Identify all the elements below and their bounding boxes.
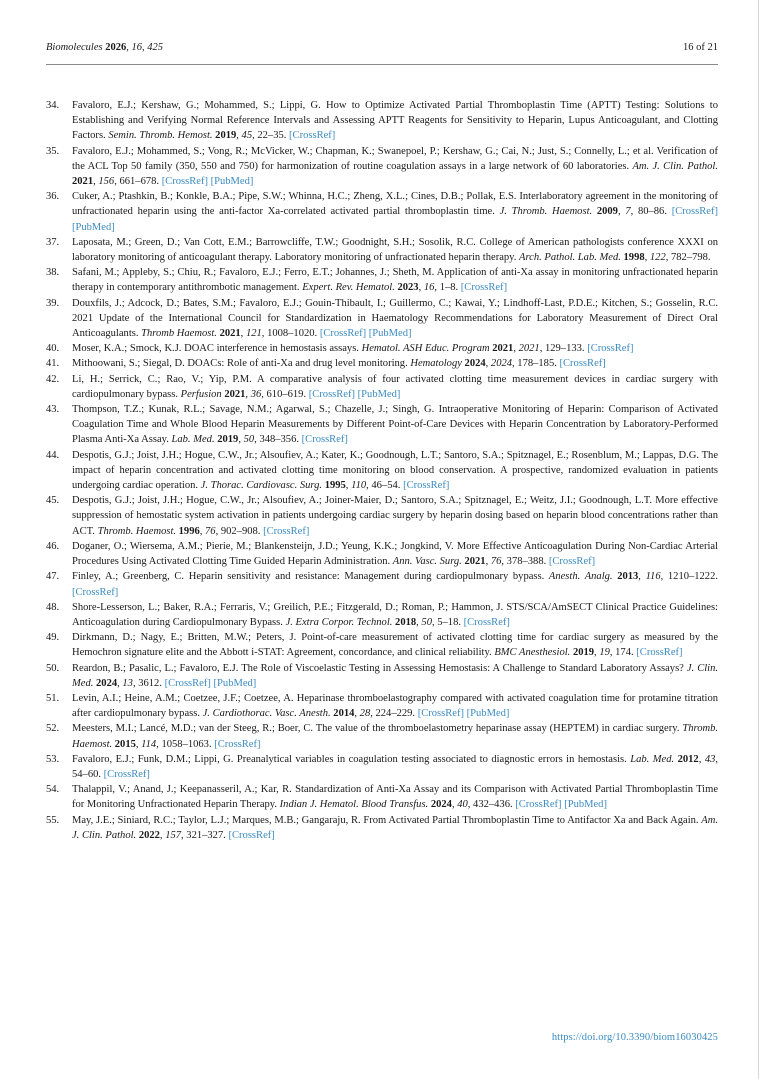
reference-number: 55.	[46, 814, 60, 826]
reference-number: 38.	[46, 267, 60, 279]
reference-text: Laposata, M.; Green, D.; Van Cott, E.M.; Barrowcliffe, T.W.; Goodnight, S.H.; Sosolik, R.C. College of American pathologists conference XXXI on laboratory monitoring of anticoagulant therapy. Laboratory monitoring of unfractionated heparin therapy.	[72, 236, 718, 264]
reference-year: 1998	[623, 252, 645, 264]
reference-item: 49. Dirkmann, D.; Nagy, E.; Britten, M.W.; Peters, J. Point-of-care measurement of activated clotting time for cardiac surgery as measured by the Hemochron signature elite and the Abbott i-STAT: Agreement, concordance, and clinical reliability. BMC Anesthesiol. 2019, 19, 174. [CrossRef]	[46, 632, 718, 659]
reference-text: Mithoowani, S.; Siegal, D. DOACs: Role of anti-Xa and drug level monitoring.	[72, 358, 408, 370]
reference-pages: 661–678.	[119, 176, 160, 188]
doi-link[interactable]: https://doi.org/10.3390/biom16030425	[551, 1032, 718, 1043]
reference-item: 42. Li, H.; Serrick, C.; Rao, V.; Yip, P.M. A comparative analysis of four activated clotting time measurement devices in cardiac surgery with cardiopulmonary bypass. Perfusion 2021, 36, 610–619. [CrossRef] [PubMed]	[46, 373, 718, 400]
reference-year: 2024	[430, 799, 452, 811]
reference-item: 36. Cuker, A.; Ptashkin, B.; Konkle, B.A.; Pipe, S.W.; Whinna, H.C.; Zheng, X.L.; Cines, D.B.; Pollak, E.S. Interlaboratory agreement in the monitoring of unfractionated heparin using the anti-factor Xa-correlated activated partial thromboplastin time. J. Thromb. Haemost. 2009, 7, 80–86. [CrossRef] [PubMed]	[46, 191, 718, 233]
reference-volume: 156	[98, 176, 115, 188]
reference-year: 2021	[464, 556, 486, 568]
reference-year: 1995	[324, 480, 346, 492]
reference-item: 41. Mithoowani, S.; Siegal, D. DOACs: Role of anti-Xa and drug level monitoring. Hematology 2024, 2024, 178–185. [CrossRef]	[46, 356, 718, 371]
reference-year: 2021	[219, 328, 241, 340]
reference-journal: Indian J. Hematol. Blood Transfus.	[279, 799, 429, 811]
crossref-link[interactable]: [CrossRef]	[263, 525, 310, 537]
reference-text: Favaloro, E.J.; Kershaw, G.; Mohammed, S.; Lippi, G. How to Optimize Activated Partial Thromboplastin Time (APTT) Testing: Solutions to Establishing and Verifying Normal Reference Intervals and Assessing APTT Reagents for Sensitivity to Heparin, Lupus Anticoagulant, and Clotting Factors.	[72, 100, 718, 142]
reference-journal: J. Extra Corpor. Technol.	[285, 616, 393, 628]
reference-text: Cuker, A.; Ptashkin, B.; Konkle, B.A.; Pipe, S.W.; Whinna, H.C.; Zheng, X.L.; Cines, D.B.; Pollak, E.S. Interlaboratory agreement in the monitoring of unfractionated heparin using the anti-factor Xa-correlated activated partial thromboplastin time.	[72, 191, 718, 218]
reference-list	[46, 98, 718, 843]
reference-pages: 22–35.	[257, 130, 287, 142]
reference-pages: 378–388.	[506, 556, 547, 568]
reference-pages: 3612.	[138, 677, 162, 689]
crossref-link[interactable]: [CrossRef]	[161, 176, 208, 188]
reference-volume: 7	[625, 206, 631, 218]
reference-journal: Am. J. Clin. Pathol.	[72, 814, 718, 841]
page-indicator: 16 of 21	[683, 42, 718, 53]
crossref-link[interactable]: [CrossRef]	[515, 799, 562, 811]
reference-number: 42.	[46, 373, 60, 385]
reference-volume: 2024	[490, 358, 513, 370]
reference-item: 45. Despotis, G.J.; Joist, J.H.; Hogue, C.W., Jr.; Alsoufiev, A.; Joiner-Maier, D.; Santoro, S.A.; Spitznagel, E.; Weitz, J.I.; Goodnough, L.T. More effective suppression of hemostatic system activation in patients undergoing cardiac surgery by heparin dosing based on heparin blood concentrations rather than ACT. Thromb. Haemost. 1996, 76, 902–908. [CrossRef]	[46, 495, 718, 537]
reference-text: Reardon, B.; Pasalic, L.; Favaloro, E.J. The Role of Viscoelastic Testing in Assessing Hemostasis: A Challenge to Standard Laboratory Assays?	[72, 662, 684, 674]
reference-pages: 1058–1063.	[161, 738, 212, 750]
reference-year: 2018	[395, 616, 417, 628]
reference-pages: 1–8.	[439, 282, 459, 294]
reference-journal: Thromb. Haemost.	[97, 525, 177, 537]
journal-citation: Biomolecules 2026, 16, 425	[46, 42, 163, 53]
reference-pages: 1210–1222.	[667, 571, 718, 583]
reference-volume: 28	[359, 708, 371, 720]
reference-pages: 902–908.	[220, 525, 261, 537]
header-rule	[46, 64, 718, 65]
reference-text: Despotis, G.J.; Joist, J.H.; Hogue, C.W., Jr.; Alsoufiev, A.; Kater, K.; Goodnough, L.T.; Santoro, S.A.; Spitznagel, E.; Rosenblum, M.; Lappas, D.G. The impact of heparin concentration and activated clotting time monitoring on blood conservation. A prospective, randomized evaluation in patients undergoing cardiac operation.	[72, 449, 718, 492]
reference-number: 39.	[46, 297, 60, 309]
journal-volume: 16	[131, 42, 142, 53]
reference-journal: Thromb. Haemost.	[72, 723, 718, 750]
crossref-link[interactable]: [CrossRef]	[671, 206, 718, 218]
reference-number: 53.	[46, 753, 60, 765]
reference-text: Favaloro, E.J.; Funk, D.M.; Lippi, G. Preanalytical variables in coagulation testing associated to diagnostic errors in hemostasis.	[72, 753, 627, 765]
reference-volume: 2021	[518, 343, 540, 355]
crossref-link[interactable]: [CrossRef]	[301, 434, 348, 446]
reference-text: Levin, A.I.; Heine, A.M.; Coetzee, J.F.; Coetzee, A. Heparinase thromboelastography compared with activated coagulation time for protamine titration after cardiopulmonary bypass.	[72, 692, 718, 720]
reference-journal: Lab. Med.	[171, 434, 215, 446]
crossref-link[interactable]: [CrossRef]	[319, 328, 367, 340]
reference-item: 43. Thompson, T.Z.; Kunak, R.L.; Savage, N.M.; Agarwal, S.; Chazelle, J.; Singh, G. Intraoperative Monitoring of Heparin: Comparison of Activated Coagulation Time and Whole Blood Heparin Measurements by Different Point-of-Care Devices with Heparin Concentration by Laboratory-Performed Plasma Anti-Xa Assay. Lab. Med. 2019, 50, 348–356. [CrossRef]	[46, 404, 718, 446]
reference-journal: Am. J. Clin. Pathol.	[632, 160, 718, 172]
reference-year: 2019	[572, 647, 595, 659]
reference-item: 51. Levin, A.I.; Heine, A.M.; Coetzee, J.F.; Coetzee, A. Heparinase thromboelastography compared with activated coagulation time for protamine titration after cardiopulmonary bypass. J. Cardiothorac. Vasc. Anesth. 2014, 28, 224–229. [CrossRef] [PubMed]	[46, 692, 718, 720]
reference-year: 2015	[114, 738, 136, 750]
reference-text: Thalappil, V.; Anand, J.; Keepanasseril, A.; Kar, R. Standardization of Anti-Xa Assay and its Comparison with Activated Partial Thromboplastin Time for Monitoring Unfractionated Heparin Therapy.	[72, 784, 718, 811]
reference-text: Li, H.; Serrick, C.; Rao, V.; Yip, P.M. A comparative analysis of four activated clotting time measurement devices in cardiac surgery with cardiopulmonary bypass.	[72, 373, 718, 400]
reference-journal: Thromb Haemost.	[141, 328, 217, 340]
reference-item: 48. Shore-Lesserson, L.; Baker, R.A.; Ferraris, V.; Greilich, P.E.; Fitzgerald, D.; Roman, P.; Hammon, J. STS/SCA/AmSECT Clinical Practice Guidelines: Anticoagulation during Cardiopulmonary Bypass. J. Extra Corpor. Technol. 2018, 50, 5–18. [CrossRef]	[46, 601, 718, 628]
running-header	[46, 42, 718, 62]
pubmed-link[interactable]: [PubMed]	[357, 388, 401, 400]
reference-volume: 116	[645, 571, 661, 583]
reference-number: 47.	[46, 571, 60, 583]
reference-year: 2009	[596, 206, 618, 218]
reference-journal: J. Clin. Med.	[72, 662, 718, 689]
crossref-link[interactable]: [CrossRef]	[463, 616, 510, 628]
reference-text: Safani, M.; Appleby, S.; Chiu, R.; Favaloro, E.J.; Ferro, E.T.; Johannes, J.; Sheth, M. Application of anti-Xa assay in monitoring unfractionated heparin therapy in contemporary antithrombotic management.	[72, 267, 718, 294]
reference-number: 46.	[46, 540, 60, 552]
reference-item: 37. Laposata, M.; Green, D.; Van Cott, E.M.; Barrowcliffe, T.W.; Goodnight, S.H.; Sosolik, R.C. College of American pathologists conference XXXI on laboratory monitoring of anticoagulant therapy. Laboratory monitoring of unfractionated heparin therapy. Arch. Pathol. Lab. Med. 1998, 122, 782–798.	[46, 236, 718, 264]
reference-year: 2012	[677, 753, 699, 765]
reference-item: 55. May, J.E.; Siniard, R.C.; Taylor, L.J.; Marques, M.B.; Gangaraju, R. From Activated Partial Thromboplastin Time to Antifactor Xa and Back Again. Am. J. Clin. Pathol. 2022, 157, 321–327. [CrossRef]	[46, 814, 718, 841]
reference-text: Shore-Lesserson, L.; Baker, R.A.; Ferraris, V.; Greilich, P.E.; Fitzgerald, D.; Roman, P.; Hammon, J. STS/SCA/AmSECT Clinical Practice Guidelines: Anticoagulation during Cardiopulmonary Bypass.	[72, 601, 718, 628]
crossref-link[interactable]: [CrossRef]	[403, 480, 450, 492]
reference-item: 39. Douxfils, J.; Adcock, D.; Bates, S.M.; Favaloro, E.J.; Gouin-Thibault, I.; Guillermo, C.; Kawai, Y.; Lindhoff-Last, P.D.E.; Kitchen, S.; Gosselin, R.C. 2021 Update of the International Council for Standardization in Haematology Recommendations for Laboratory Measurement of Direct Oral Anticoagulants. Thromb Haemost. 2021, 121, 1008–1020. [CrossRef] [PubMed]	[46, 297, 718, 340]
reference-volume: 16	[423, 282, 435, 294]
reference-number: 37.	[46, 236, 60, 248]
journal-year: 2026	[105, 42, 127, 53]
crossref-link[interactable]: [CrossRef]	[636, 647, 683, 659]
reference-pages: 178–185.	[517, 358, 557, 370]
reference-journal: J. Thromb. Haemost.	[499, 206, 593, 218]
reference-number: 44.	[46, 449, 60, 461]
pubmed-link[interactable]: [PubMed]	[564, 799, 607, 811]
pubmed-link[interactable]: [PubMed]	[72, 221, 115, 233]
reference-journal: Anesth. Analg.	[548, 571, 613, 583]
reference-pages: 348–356.	[259, 434, 299, 446]
crossref-link[interactable]: [CrossRef]	[103, 768, 150, 780]
page-edge	[758, 0, 759, 1079]
reference-item: 34. Favaloro, E.J.; Kershaw, G.; Mohammed, S.; Lippi, G. How to Optimize Activated Partial Thromboplastin Time (APTT) Testing: Solutions to Establishing and Verifying Normal Reference Intervals and Assessing APTT Reagents for Sensitivity to Heparin, Lupus Anticoagulant, and Clotting Factors. Semin. Thromb. Hemost. 2019, 45, 22–35. [CrossRef]	[46, 100, 718, 142]
reference-number: 52.	[46, 723, 60, 735]
crossref-link[interactable]: [CrossRef]	[548, 556, 596, 568]
crossref-link[interactable]: [CrossRef]	[417, 708, 464, 720]
journal-name: Biomolecules	[46, 42, 103, 53]
reference-journal: Arch. Pathol. Lab. Med.	[519, 252, 621, 264]
crossref-link[interactable]: [CrossRef]	[228, 829, 275, 841]
pubmed-link[interactable]: [PubMed]	[210, 176, 254, 188]
reference-text: Meesters, M.I.; Lancé, M.D.; van der Steeg, R.; Boer, C. The value of the thromboelastometry heparinase assay (HEPTEM) in cardiac surgery.	[72, 723, 680, 735]
reference-item: 38. Safani, M.; Appleby, S.; Chiu, R.; Favaloro, E.J.; Ferro, E.T.; Johannes, J.; Sheth, M. Application of anti-Xa assay in monitoring unfractionated heparin therapy in contemporary antithrombotic management. Expert. Rev. Hematol. 2023, 16, 1–8. [CrossRef]	[46, 267, 718, 294]
reference-text: Douxfils, J.; Adcock, D.; Bates, S.M.; Favaloro, E.J.; Gouin-Thibault, I.; Guillermo, C.; Kawai, Y.; Lindhoff-Last, P.D.E.; Kitchen, S.; Gosselin, R.C. 2021 Update of the International Council for Standardization in Haematology Recommendations for Laboratory Measurement of Direct Oral Anticoagulants.	[72, 297, 718, 340]
reference-item: 53. Favaloro, E.J.; Funk, D.M.; Lippi, G. Preanalytical variables in coagulation testing associated to diagnostic errors in hemostasis. Lab. Med. 2012, 43, 54–60. [CrossRef]	[46, 753, 718, 780]
reference-volume: 76	[205, 525, 216, 537]
reference-journal: Ann. Vasc. Surg.	[392, 556, 462, 568]
reference-text: Despotis, G.J.; Joist, J.H.; Hogue, C.W., Jr.; Alsoufiev, A.; Joiner-Maier, D.; Santoro, S.A.; Spitznagel, E.; Weitz, J.I.; Goodnough, L.T. More effective suppression of hemostatic system activation in patients undergoing cardiac surgery by heparin dosing based on heparin blood concentrations rather than ACT.	[72, 495, 718, 537]
reference-pages: 80–86.	[637, 206, 667, 218]
reference-pages: 174.	[615, 647, 634, 659]
reference-number: 36.	[46, 191, 60, 203]
reference-volume: 13	[122, 677, 133, 689]
reference-volume: 157	[165, 829, 182, 841]
reference-journal: BMC Anesthesiol.	[494, 647, 571, 659]
reference-pages: 321–327.	[186, 829, 226, 841]
crossref-link[interactable]: [CrossRef]	[460, 282, 508, 294]
crossref-link[interactable]: [CrossRef]	[164, 677, 211, 689]
reference-pages: 54–60.	[72, 768, 102, 780]
reference-text: Dirkmann, D.; Nagy, E.; Britten, M.W.; Peters, J. Point-of-care measurement of activated clotting time for cardiac surgery as measured by the Hemochron signature elite and the Abbott i-STAT: Agreement, concordance, and clinical reliability.	[72, 632, 718, 659]
reference-item: 50. Reardon, B.; Pasalic, L.; Favaloro, E.J. The Role of Viscoelastic Testing in Assessing Hemostasis: A Challenge to Standard Laboratory Assays? J. Clin. Med. 2024, 13, 3612. [CrossRef] [PubMed]	[46, 662, 718, 689]
reference-volume: 110	[351, 480, 367, 492]
reference-volume: 114	[141, 738, 157, 750]
reference-text: Favaloro, E.J.; Mohammed, S.; Vong, R.; McVicker, W.; Chapman, K.; Swanepoel, P.; Kershaw, G.; Cai, N.; Just, S.; Connelly, L.; et al. Verification of the ACL Top 50 family (350, 550 and 750) for harmonization of routine coagulation assays in a large network of 60 laboratories.	[72, 145, 718, 172]
reference-number: 51.	[46, 692, 60, 704]
reference-year: 2024	[96, 677, 118, 689]
reference-text: Thompson, T.Z.; Kunak, R.L.; Savage, N.M.; Agarwal, S.; Chazelle, J.; Singh, G. Intraoperative Monitoring of Heparin: Comparison of Activated Coagulation Time and Whole Blood Heparin Measurements by Different Point-of-Care Devices with Heparin Concentration by Laboratory-Performed Plasma Anti-Xa Assay.	[72, 404, 718, 446]
crossref-link[interactable]: [CrossRef]	[587, 343, 634, 355]
reference-item: 46. Doganer, O.; Wiersema, A.M.; Pierie, M.; Blankensteijn, J.D.; Yeung, K.K.; Jongkind, V. More Effective Anticoagulation During Non-Cardiac Arterial Procedures Using Activated Clotting Time Guided Heparin Administration. Ann. Vasc. Surg. 2021, 76, 378–388. [CrossRef]	[46, 540, 718, 568]
reference-number: 45.	[46, 495, 60, 507]
reference-text: Moser, K.A.; Smock, K.J. DOAC interference in hemostasis assays.	[72, 343, 359, 355]
reference-year: 2024	[464, 358, 486, 370]
reference-year: 2023	[397, 282, 419, 294]
reference-volume: 122	[649, 252, 666, 264]
reference-number: 34.	[46, 100, 60, 111]
crossref-link[interactable]: [CrossRef]	[559, 358, 606, 370]
reference-number: 40.	[46, 343, 60, 355]
reference-volume: 50	[243, 434, 255, 446]
pubmed-link[interactable]: [PubMed]	[368, 328, 412, 340]
reference-journal: Hematology	[410, 358, 462, 370]
reference-year: 2013	[617, 571, 639, 583]
reference-journal: Lab. Med.	[630, 753, 675, 765]
reference-number: 49.	[46, 632, 60, 644]
reference-pages: 224–229.	[375, 708, 416, 720]
reference-number: 54.	[46, 784, 60, 796]
reference-number: 35.	[46, 145, 60, 157]
reference-year: 2021	[72, 176, 94, 188]
reference-item: 54. Thalappil, V.; Anand, J.; Keepanasseril, A.; Kar, R. Standardization of Anti-Xa Assay and its Comparison with Activated Partial Thromboplastin Time for Monitoring Unfractionated Heparin Therapy. Indian J. Hematol. Blood Transfus. 2024, 40, 432–436. [CrossRef] [PubMed]	[46, 784, 718, 811]
reference-pages: 782–798.	[671, 252, 711, 264]
reference-year: 2014	[333, 708, 355, 720]
reference-item: 44. Despotis, G.J.; Joist, J.H.; Hogue, C.W., Jr.; Alsoufiev, A.; Kater, K.; Goodnough, L.T.; Santoro, S.A.; Spitznagel, E.; Rosenblum, M.; Lappas, D.G. The impact of heparin concentration and activated clotting time monitoring on blood conservation. A prospective, randomized evaluation in patients undergoing cardiac operation. J. Thorac. Cardiovasc. Surg. 1995, 110, 46–54. [CrossRef]	[46, 449, 718, 492]
reference-volume: 19	[599, 647, 610, 659]
reference-text: Finley, A.; Greenberg, C. Heparin sensitivity and resistance: Management during cardiopulmonary bypass.	[72, 571, 545, 583]
reference-volume: 76	[490, 556, 502, 568]
reference-volume: 50	[421, 616, 432, 628]
reference-item: 40. Moser, K.A.; Smock, K.J. DOAC interference in hemostasis assays. Hematol. ASH Educ. Program 2021, 2021, 129–133. [CrossRef]	[46, 341, 718, 356]
reference-journal: Expert. Rev. Hematol.	[302, 282, 395, 294]
reference-year: 2019	[217, 434, 239, 446]
crossref-link[interactable]: [CrossRef]	[214, 738, 261, 750]
reference-year: 1996	[178, 525, 200, 537]
reference-journal: Perfusion	[180, 388, 222, 400]
reference-volume: 36	[250, 388, 262, 400]
reference-volume: 121	[245, 328, 262, 340]
reference-year: 2022	[138, 829, 160, 841]
reference-number: 50.	[46, 662, 60, 674]
reference-pages: 610–619.	[266, 388, 307, 400]
reference-journal: Hematol. ASH Educ. Program	[361, 343, 490, 355]
reference-journal: J. Cardiothorac. Vasc. Anesth.	[202, 708, 331, 720]
article-number: 425	[147, 42, 163, 53]
reference-number: 48.	[46, 601, 60, 613]
crossref-link[interactable]: [CrossRef]	[308, 388, 356, 400]
reference-text: May, J.E.; Siniard, R.C.; Taylor, L.J.; Marques, M.B.; Gangaraju, R. From Activated Partial Thromboplastin Time to Antifactor Xa and Back Again.	[72, 814, 699, 826]
reference-pages: 129–133.	[544, 343, 585, 355]
reference-item: 52. Meesters, M.I.; Lancé, M.D.; van der Steeg, R.; Boer, C. The value of the thromboelastometry heparinase assay (HEPTEM) in cardiac surgery. Thromb. Haemost. 2015, 114, 1058–1063. [CrossRef]	[46, 723, 718, 750]
reference-year: 2019	[215, 130, 237, 142]
reference-year: 2021	[224, 388, 246, 400]
reference-journal: J. Thorac. Cardiovasc. Surg.	[200, 480, 323, 492]
pubmed-link[interactable]: [PubMed]	[213, 677, 257, 689]
reference-volume: 45	[241, 130, 253, 142]
crossref-link[interactable]: [CrossRef]	[289, 130, 336, 142]
reference-volume: 43	[704, 753, 716, 765]
crossref-link[interactable]: [CrossRef]	[72, 586, 119, 598]
reference-pages: 1008–1020.	[267, 328, 318, 340]
reference-journal: Semin. Thromb. Hemost.	[108, 130, 213, 142]
reference-item: 47. Finley, A.; Greenberg, C. Heparin sensitivity and resistance: Management during cardiopulmonary bypass. Anesth. Analg. 2013, 116, 1210–1222. [CrossRef]	[46, 571, 718, 598]
reference-item: 35. Favaloro, E.J.; Mohammed, S.; Vong, R.; McVicker, W.; Chapman, K.; Swanepoel, P.; Kershaw, G.; Cai, N.; Just, S.; Connelly, L.; et al. Verification of the ACL Top 50 family (350, 550 and 750) for harmonization of routine coagulation assays in a large network of 60 laboratories. Am. J. Clin. Pathol. 2021, 156, 661–678. [CrossRef] [PubMed]	[46, 145, 718, 188]
reference-text: Doganer, O.; Wiersema, A.M.; Pierie, M.; Blankensteijn, J.D.; Yeung, K.K.; Jongkind, V. More Effective Anticoagulation During Non-Cardiac Arterial Procedures Using Activated Clotting Time Guided Heparin Administration.	[72, 540, 718, 568]
reference-pages: 46–54.	[371, 480, 401, 492]
reference-number: 43.	[46, 404, 60, 416]
reference-number: 41.	[46, 358, 60, 370]
reference-pages: 5–18.	[437, 616, 461, 628]
reference-pages: 432–436.	[473, 799, 513, 811]
reference-year: 2021	[492, 343, 514, 355]
reference-volume: 40	[457, 799, 468, 811]
pubmed-link[interactable]: [PubMed]	[466, 708, 510, 720]
